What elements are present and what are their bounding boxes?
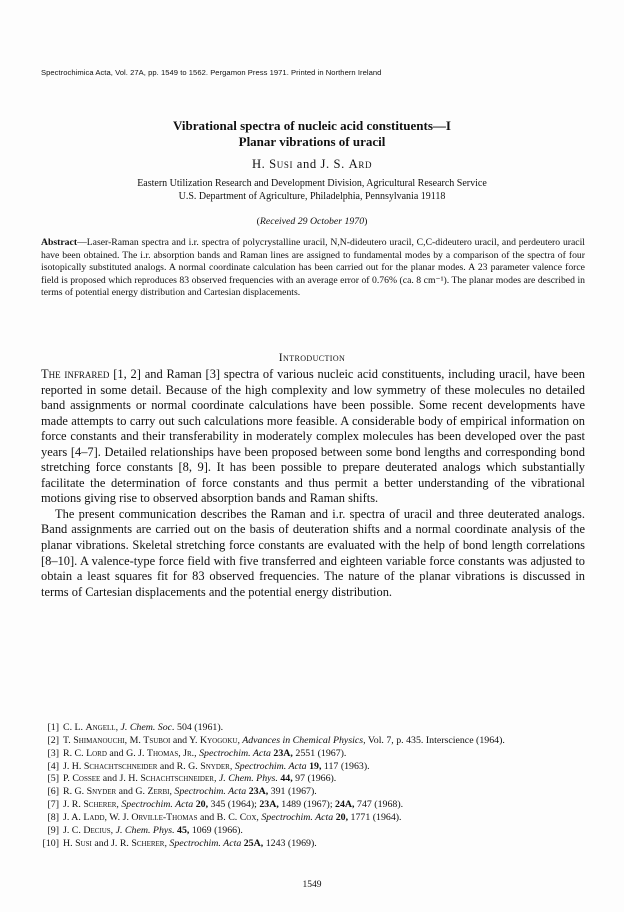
- abstract: [41, 237, 585, 300]
- paragraph-2: The present communication describes the Raman and i.r. spectra of uracil and three deuterated analogs. Band assignments are carried out on the basis of deuteration shifts and a normal coordinate analysis of the planar vibrations. Skeletal stretching force constants are evaluated with the help of bond length correlations [8–10]. A valence-type force field with five transferred and eighteen variable force constants was adjusted to obtain a least squares fit for 83 observed frequencies. The nature of the planar vibrations is discussed in terms of Cartesian displacements and the potential energy distribution.: [41, 506, 585, 599]
- reference-item: [1] C. L. Angell, J. Chem. Soc. 504 (1961).: [47, 722, 224, 733]
- affiliation-line-1: Eastern Utilization Research and Development Division, Agricultural Research Service: [137, 178, 487, 189]
- section-heading-introduction: Introduction: [278, 351, 346, 364]
- author-list: [0, 157, 624, 172]
- introduction-body: [41, 367, 585, 600]
- paragraph-1: The infrared [1, 2] and Raman [3] spectra of various nucleic acid constituents, including uracil, have been reported in some detail. Because of the high complexity and low symmetry of these molecules no detailed band assignments or normal coordinate calculations have been possible. Some recent developments have made attempts to carry out such calculations more feasible. A considerable body of empirical information on force constants and their transferability in moderately complex molecules has been developed over the past years [4–7]. Detailed relationships have been proposed between some bond lengths and corresponding bond stretching force constants [8, 9]. It has been possible to prepare deuterated analogs which substantially facilitate the determination of force constants and thus permit a better understanding of the vibrational motions giving rise to observed absorption bands and Raman shifts.: [41, 367, 585, 506]
- journal-header: Spectrochimica Acta, Vol. 27A, pp. 1549 to 1562. Pergamon Press 1971. Printed in Northern Ireland: [41, 68, 382, 77]
- lead-in-small-caps: The infrared: [41, 367, 110, 381]
- abstract-text: —Laser-Raman spectra and i.r. spectra of polycrystalline uracil, N,N-dideutero uracil, C,C-dideutero uracil, and perdeutero uracil have been obtained. The i.r. absorption bands and Raman lines are assigned to fundamental modes by a comparison of the spectra of four isotopically substituted analogs. A normal coordinate calculation has been carried out for the planar modes. A 23 parameter valence force field is proposed which reproduces 83 observed frequencies with an average error of 0.76% (ca. 8 cm⁻¹). The planar modes are described in terms of potential energy distribution and Cartesian displacements.: [41, 237, 585, 299]
- author-2-surname: Ard: [348, 157, 373, 171]
- reference-item: [10] H. Susi and J. R. Scherer, Spectrochim. Acta 25A, 1243 (1969).: [42, 837, 317, 849]
- reference-item: [6] R. G. Snyder and G. Zerbi, Spectrochim. Acta 23A, 391 (1967).: [47, 786, 317, 798]
- paper-title: [0, 118, 624, 150]
- affiliation: [0, 178, 624, 203]
- reference-item: [4] J. H. Schachtschneider and R. G. Snyder, Spectrochim. Acta 19, 117 (1963).: [47, 760, 370, 772]
- abstract-heading: Abstract: [41, 237, 78, 248]
- reference-item: [8] J. A. Ladd, W. J. Orville-Thomas and B. C. Cox, Spectrochim. Acta 20, 1771 (1964).: [47, 811, 402, 823]
- reference-item: [5] P. Cossee and J. H. Schachtschneider, J. Chem. Phys. 44, 97 (1966).: [47, 773, 337, 785]
- reference-item: [2] T. Shimanouchi, M. Tsuboi and Y. Kyogoku, Advances in Chemical Physics, Vol. 7, p. 435. Interscience (1964).: [47, 734, 505, 746]
- title-line-1: Vibrational spectra of nucleic acid constituents—I: [173, 118, 451, 133]
- received-date: (Received 29 October 1970): [256, 216, 368, 227]
- reference-item: [9] J. C. Decius, J. Chem. Phys. 45, 1069 (1966).: [47, 824, 243, 836]
- reference-item: [3] R. C. Lord and G. J. Thomas, Jr., Spectrochim. Acta 23A, 2551 (1967).: [47, 747, 347, 759]
- author-1-surname: Susi: [269, 157, 294, 171]
- title-line-2: Planar vibrations of uracil: [238, 134, 386, 149]
- author-conjunction: and: [293, 157, 321, 171]
- author-1-initials: H.: [251, 157, 270, 171]
- author-2-initials: J. S.: [320, 157, 349, 171]
- reference-list: [41, 722, 589, 850]
- affiliation-line-2: U.S. Department of Agriculture, Philadelphia, Pennsylvania 19118: [178, 190, 446, 202]
- reference-item: [7] J. R. Scherer, Spectrochim. Acta 20, 345 (1964); 23A, 1489 (1967); 24A, 747 (1968).: [47, 799, 404, 811]
- page-number: 1549: [302, 880, 322, 890]
